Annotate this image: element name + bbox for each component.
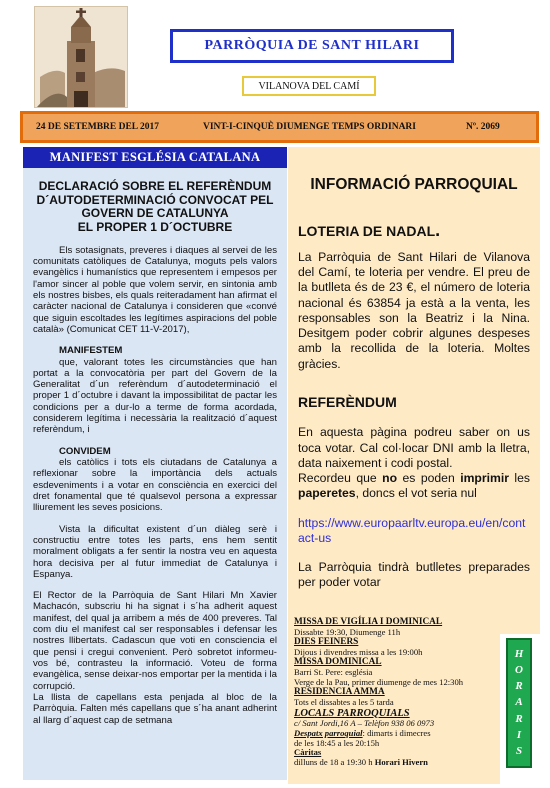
issue-number: Nº. 2069 <box>466 122 500 132</box>
horaris-letter: H <box>514 647 524 660</box>
locals-address: c/ Sant Jordi,16 A – Telèfon 938 06 0973 <box>294 718 435 729</box>
feiners-heading: DIES FEINERS <box>294 637 359 648</box>
amma-text: Tots el dissabtes a les 5 tarda <box>294 696 394 707</box>
despatx-label: Despatx parroquial <box>294 728 363 739</box>
parish-info-column <box>288 147 540 634</box>
despatx-text: : dimarts i dimecres <box>362 728 431 739</box>
amma-heading: RESIDENCIA AMMA <box>294 687 385 698</box>
manifest-section-title <box>23 147 287 168</box>
manifestem-paragraph: que, valorant totes les circumstàncies que han portat a la convocatòria per part del Govern de la Generalitat d´un referèndum d´autodeterminació el proper 1 d´octubre i davant la impossibilitat de pactar les condicions per a dur-lo a terme de forma acordada, considerem legítima i necessària la realització d´aquest referèndum, i <box>33 356 277 436</box>
dominical-line: Barri St. Pere: església <box>294 666 373 677</box>
declaration-line: DECLARACIÓ SOBRE EL REFERÈNDUM <box>38 179 272 193</box>
declaration-heading <box>33 180 277 235</box>
locals-heading: LOCALS PARROQUIALS <box>294 707 410 719</box>
capellans-paragraph: La llista de capellans esta penjada al bloc de la Parròquia. Falten més capellans que s´ha anant adherint al llarg d´aquest cap de setmana <box>33 691 277 726</box>
despatx-hours: de les 18:45 a les 20:15h <box>294 737 380 748</box>
voting-link[interactable]: https://www.europaarltv.europa.eu/en/contact-us <box>298 515 526 545</box>
recordeu-no: no <box>382 471 398 486</box>
declaration-line: EL PROPER 1 D´OCTUBRE <box>77 220 233 235</box>
horaris-letter: R <box>515 712 523 725</box>
recordeu-paperetes: paperetes <box>298 486 356 501</box>
horaris-letter: I <box>516 729 522 742</box>
caritas-label: Càritas <box>294 747 322 758</box>
vigilia-heading: MISSA DE VIGÍLIA I DOMINICAL <box>294 617 443 627</box>
loteria-paragraph: La Parròquia de Sant Hilari de Vilanova del Camí, te loteria per vendre. El preu de la butlleta és de 23 €, el número de loteria nacional és 63854 ja està a la venta, les responsables son la Beatriz i la Nina. Desitgem poder cobrir algunes despeses amb la recollida de la loteria. Moltes gràcies. <box>298 249 530 371</box>
church-logo <box>34 6 128 108</box>
caritas-schedule: Horari Hivern <box>374 757 428 768</box>
caritas-line <box>294 758 500 768</box>
recordeu-text: es poden <box>397 471 461 486</box>
town-name: VILANOVA DEL CAMÍ <box>258 80 360 92</box>
horaris-letter: O <box>515 663 523 676</box>
info-title: INFORMACIÓ PARROQUIAL <box>310 176 518 193</box>
date-bar <box>20 111 539 143</box>
mass-schedule <box>288 614 500 784</box>
church-tower-drawing <box>35 7 127 107</box>
dialeg-paragraph: Vista la dificultat existent d´un diàleg serè i constructiu entre totes les parts, ens hem sentit moralment obligats a fer sentir la nostra veu en aquesta hora decisiva per al futur immediat de Catalunya i Espanya. <box>33 523 277 580</box>
dominical-heading: MISSA DOMINICAL <box>294 657 382 668</box>
dominical-line: Verge de la Pau, primer diumenge de mes 12:30h <box>294 676 464 687</box>
convidem-paragraph: els catòlics i tots els ciutadans de Catalunya a reflexionar sobre la importància dels actuals esdeveniments i a votar en consciència en exercici del dret fonamental que té qualsevol persona a expressar lliurement les seves posicions. <box>33 457 277 514</box>
manifestem-heading: MANIFESTEM <box>59 345 123 357</box>
liturgical-day: VINT-I-CINQUÈ DIUMENGE TEMPS ORDINARI <box>203 122 416 132</box>
horaris-letter: R <box>515 680 523 693</box>
recordeu-text: Recordeu que <box>298 471 383 486</box>
declaration-line: D´AUTODETERMINACIÓ CONVOCAT PEL <box>36 192 274 207</box>
horaris-letter: S <box>515 745 523 758</box>
loteria-heading-text: LOTERIA DE NADAL <box>298 223 436 240</box>
butlletes-paragraph: La Parròquia tindrà butlletes preparades per poder votar <box>298 560 530 590</box>
feiners-text: Dijous i divendres missa a les 19:00h <box>294 646 423 657</box>
declaration-line: GOVERN DE CATALUNYA <box>81 206 229 221</box>
convidem-heading: CONVIDEM <box>59 445 111 457</box>
recordeu-text: les <box>508 471 531 486</box>
referendum-paragraph: En aquesta pàgina podreu saber on us toca votar. Cal col·locar DNI amb la lletra, data naixement i codi postal. <box>298 425 530 470</box>
town-label <box>242 76 376 96</box>
loteria-heading-dot: . <box>435 220 441 241</box>
horaris-badge <box>506 638 532 768</box>
horaris-letter: A <box>515 696 523 709</box>
parish-title-box <box>170 29 454 63</box>
parish-title: PARRÒQUIA DE SANT HILARI <box>204 38 420 53</box>
recordeu-text: , doncs el vot seria nul <box>355 486 477 501</box>
recordeu-paragraph <box>298 471 530 502</box>
issue-date: 24 DE SETEMBRE DEL 2017 <box>36 122 159 132</box>
manifest-title-text: MANIFEST ESGLÉSIA CATALANA <box>49 150 261 164</box>
referendum-heading: REFERÈNDUM <box>298 393 397 410</box>
recordeu-imprimir: imprimir <box>460 471 509 486</box>
intro-paragraph: Els sotasignats, preveres i diaques al servei de les comunitats catòliques de Catalunya, moguts pels valors evangèlics i humanístics que representem i empesos per l'amor sincer al poble que volem servir, en sintonia amb els nostres bisbes, els quals reiteradament han afirmat el caràcter nacional de Catalunya i consideren que «convé que siguin escoltades les legítimes aspiracions del poble català» (Comunicat CET 11-V-2017), <box>33 244 277 335</box>
vigilia-text: Dissabte 19:30, Diumenge 11h <box>294 626 401 637</box>
manifest-column <box>23 168 287 780</box>
loteria-heading <box>298 219 530 242</box>
rector-paragraph: El Rector de la Parròquia de Sant Hilari Mn Xavier Machacón, subscriu hi ha signat i s´ha adherit aquest manifest, del qual ja arribem a més de 400 preveres. Tal com diu el manifest cal ser responsables i defensar les nostres llibertats. Cadascun que voti en consciencia el que pensi i cregui convenient. Però sobretot informeu-vos bé, contrasteu la informació. Voteu de forma evangèlica, sense deixar-nos emportar per la mentida i la corrupció. <box>33 590 277 692</box>
caritas-text: dilluns de 18 a 19:30 h <box>294 757 375 768</box>
